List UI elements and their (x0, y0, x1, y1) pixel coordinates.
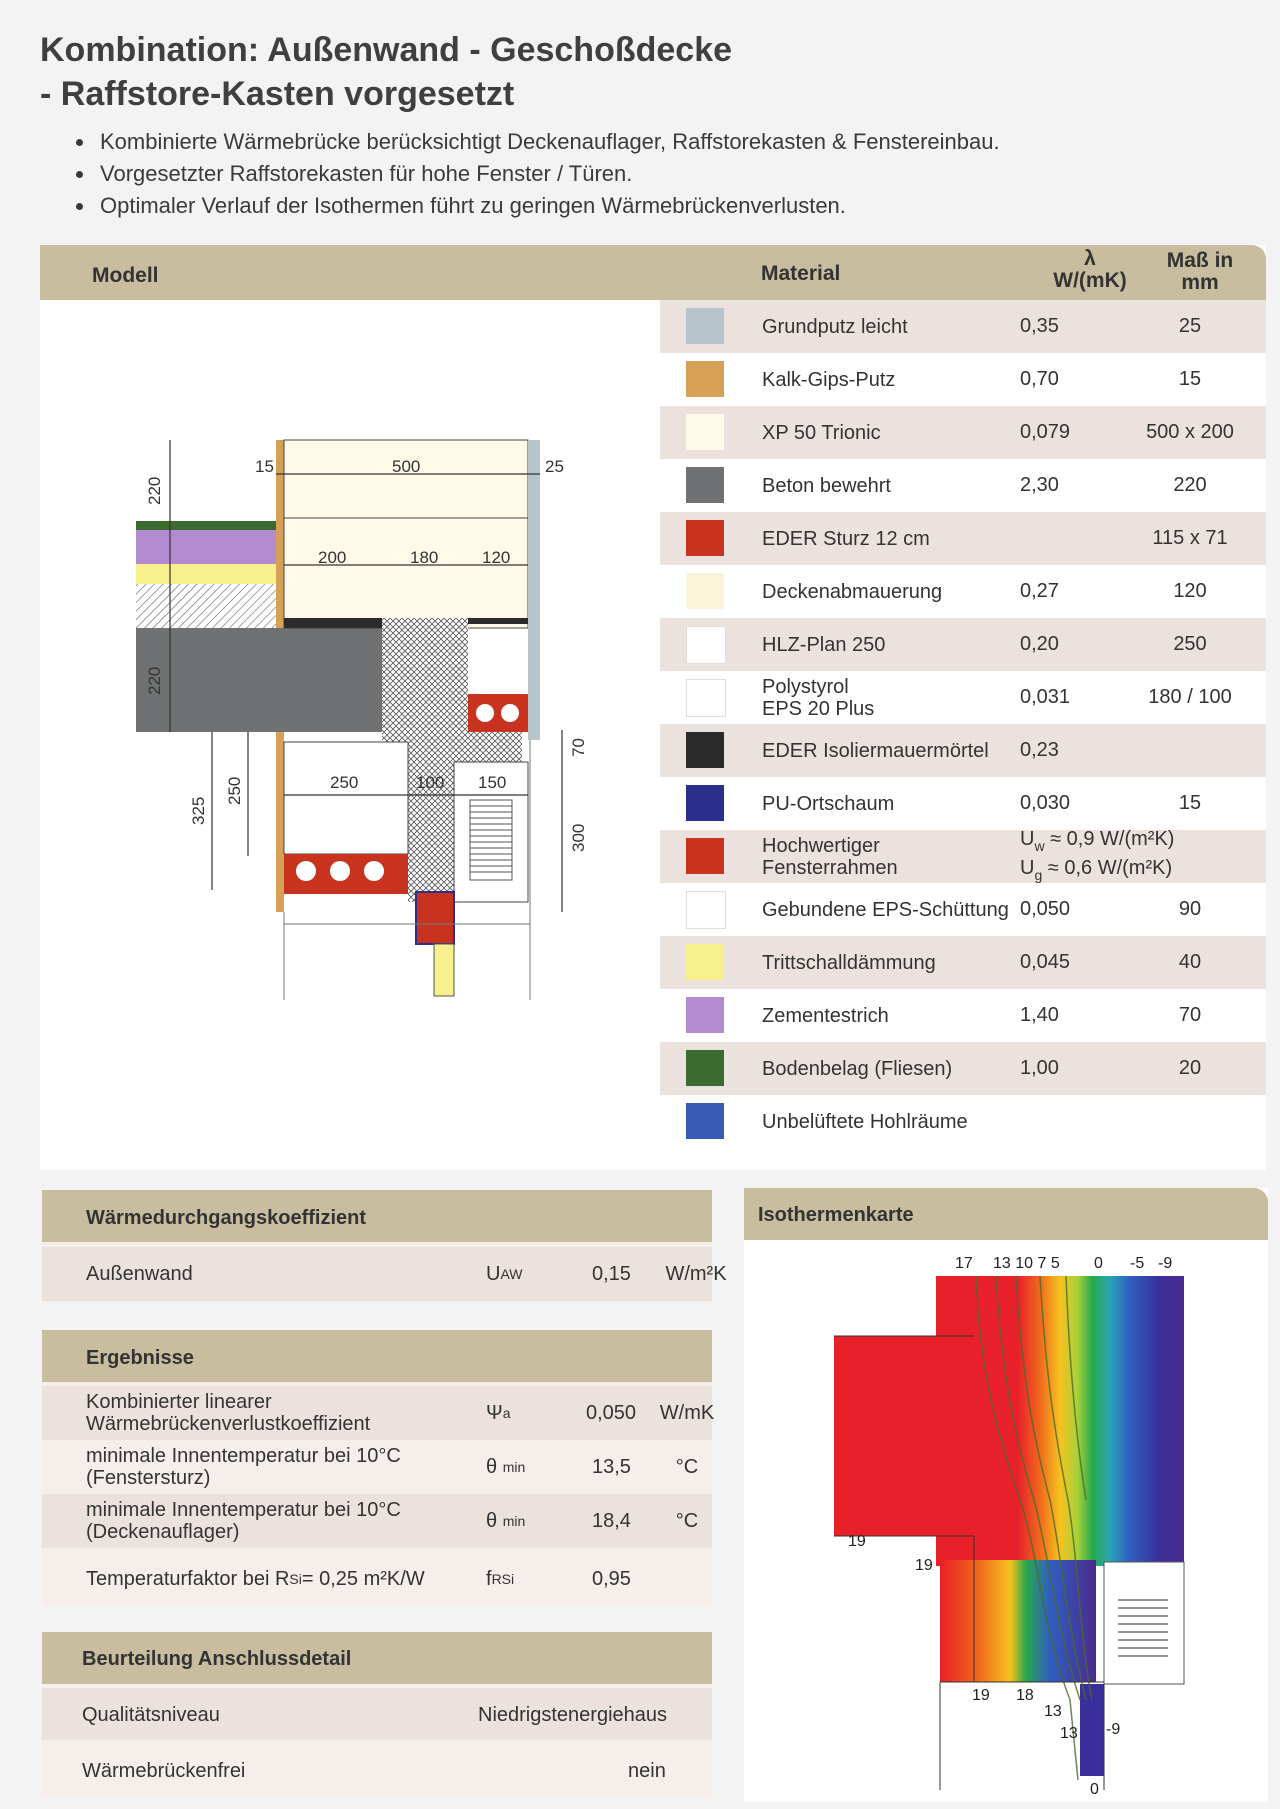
isotherm-label-minus9: -9 (1158, 1255, 1173, 1272)
material-swatch (686, 308, 724, 344)
result-row (42, 1386, 715, 1440)
model-header: Modell (92, 264, 159, 287)
material-row (660, 618, 1266, 671)
material-swatch (686, 679, 726, 717)
material-dimension: 115 x 71 (1152, 527, 1228, 549)
material-swatch (686, 944, 724, 980)
isotherm-side-label: 0 (1090, 1781, 1099, 1798)
uvalue-symbol: U AW (486, 1262, 523, 1285)
result-symbol: f RSi (486, 1567, 515, 1590)
material-lambda: 0,23 (1020, 739, 1059, 761)
dim-100: 100 (416, 773, 445, 792)
material-name: Gebundene EPS-Schüttung (762, 898, 1009, 921)
dim-325: 325 (189, 796, 208, 825)
material-row (660, 406, 1266, 459)
material-lambda: 0,27 (1020, 580, 1059, 602)
material-lambda: 0,050 (1020, 898, 1071, 920)
material-lambda: 1,00 (1020, 1057, 1059, 1079)
material-dimension: 250 (1173, 633, 1207, 655)
result-row (42, 1552, 712, 1606)
material-name: Hochwertiger Fensterrahmen (762, 834, 898, 879)
result-value: 0,050 (586, 1401, 637, 1424)
assessment-row (42, 1744, 712, 1796)
result-symbol: θ min (486, 1455, 526, 1478)
cement-screed (136, 530, 276, 564)
material-row (660, 300, 1266, 353)
assessment-label: Wärmebrückenfrei (82, 1760, 246, 1782)
material-dimension: 40 (1178, 951, 1202, 973)
dim-150: 150 (478, 773, 507, 792)
bullet-list (60, 126, 1000, 222)
material-swatch (686, 520, 724, 556)
floor-tiles (136, 521, 276, 530)
exterior-render (528, 440, 540, 740)
material-lambda: 0,030 (1020, 792, 1071, 814)
eps-fill (136, 584, 276, 628)
assessment-value: Niedrigstenergiehaus (478, 1703, 668, 1726)
dim-15: 15 (255, 457, 274, 476)
material-dimension (1130, 724, 1250, 777)
material-dimension (1130, 1095, 1250, 1148)
material-swatch (686, 573, 724, 609)
isotherm-lower (940, 1560, 1096, 1682)
result-value: 0,95 (592, 1567, 631, 1590)
material-row (660, 827, 1266, 883)
title-line-2: - Raffstore-Kasten vorgesetzt (40, 75, 515, 113)
uvalue-unit: W/m²K (665, 1262, 727, 1285)
material-lambda (1020, 512, 1120, 565)
dim-250-a: 250 (330, 773, 359, 792)
material-row (660, 989, 1266, 1042)
bullet-item: • Vorgesetzter Raffstorekasten für hohe Fenster / Türen. (96, 158, 1000, 190)
material-name: Grundputz leicht (762, 315, 908, 338)
material-swatch (686, 361, 724, 397)
material-swatch (686, 467, 724, 503)
mortar-line (284, 618, 382, 628)
material-swatch (686, 838, 724, 874)
material-swatch (686, 732, 724, 768)
material-name: Kalk-Gips-Putz (762, 368, 896, 391)
material-name: EDER Sturz 12 cm (762, 527, 930, 550)
interior-plaster-lower (276, 732, 284, 912)
material-lambda: 0,031 (1020, 686, 1071, 708)
result-row (42, 1440, 712, 1494)
impact-insulation (136, 564, 276, 584)
material-lambda: 0,20 (1020, 633, 1059, 655)
material-swatch (686, 1050, 724, 1086)
isotherm-map (744, 1240, 1268, 1800)
material-swatch (686, 785, 724, 821)
isotherm-header: Isothermenkarte (758, 1204, 914, 1226)
material-lambda: 2,30 (1020, 474, 1059, 496)
assessment-row (42, 1688, 712, 1740)
result-row (42, 1494, 712, 1548)
result-unit: °C (675, 1455, 699, 1478)
material-lambda: 0,35 (1020, 315, 1059, 337)
material-header: Material (761, 262, 841, 285)
dim-25: 25 (545, 457, 564, 476)
material-swatch (686, 891, 726, 929)
material-name: Beton bewehrt (762, 474, 891, 497)
dimension-header-line-1: Maß in (1166, 249, 1234, 272)
material-dimension: 180 / 100 (1148, 686, 1232, 708)
dim-220-a: 220 (145, 476, 164, 505)
dim-250-b: 250 (225, 776, 244, 805)
material-swatch (686, 997, 724, 1033)
window-glass (434, 944, 454, 996)
result-symbol: Ψ a (486, 1401, 511, 1424)
dim-70: 70 (569, 738, 588, 757)
material-row (660, 777, 1266, 830)
material-row (660, 1042, 1266, 1095)
material-row (660, 512, 1266, 565)
assessment-header: Beurteilung Anschlussdetail (82, 1648, 352, 1670)
wall-brick-lower (284, 742, 408, 854)
material-name: PU-Ortschaum (762, 792, 895, 815)
material-name: Trittschalldämmung (762, 951, 936, 974)
result-symbol: θ min (486, 1509, 526, 1532)
material-swatch (686, 414, 724, 450)
material-name: Deckenabmauerung (762, 580, 943, 603)
result-label: Kombinierter linearer Wärmebrückenverlustkoeffizient (86, 1391, 371, 1435)
material-dimension: 25 (1178, 315, 1202, 337)
material-row (660, 459, 1266, 512)
material-lambda (1020, 1095, 1120, 1148)
isotherm-side-label: 13 (1060, 1725, 1078, 1742)
result-unit: °C (675, 1509, 699, 1532)
material-dimension: 15 (1178, 792, 1202, 814)
dim-220-b: 220 (145, 666, 164, 695)
material-lambda: 0,045 (1020, 951, 1071, 973)
material-lambda: 0,70 (1020, 368, 1059, 390)
isotherm-blind-box (1104, 1562, 1184, 1684)
uvalue-value: 0,15 (592, 1262, 631, 1285)
result-value: 18,4 (592, 1509, 631, 1532)
dim-120: 120 (482, 548, 511, 567)
isotherm-slab (834, 1336, 974, 1536)
uvalue-row (42, 1247, 727, 1301)
result-value: 13,5 (592, 1455, 631, 1478)
bullet-item: • Kombinierte Wärmebrücke berücksichtigt Deckenauflager, Raffstorekasten & Fenstereinbau. (96, 126, 1000, 158)
isotherm-side-label: 19 (915, 1557, 933, 1574)
material-name: HLZ-Plan 250 (762, 633, 886, 656)
material-dimension: 20 (1178, 1057, 1202, 1079)
result-label: minimale Innentemperatur bei 10°C (Deckenauflager) (86, 1499, 401, 1543)
isotherm-side-label: 19 (972, 1687, 990, 1704)
dim-180: 180 (410, 548, 439, 567)
material-dimension: 220 (1173, 474, 1207, 496)
isotherm-side-label: -9 (1106, 1721, 1121, 1738)
material-dimension: 120 (1173, 580, 1207, 602)
dimension-header (1150, 250, 1250, 294)
material-lambda: 1,40 (1020, 1004, 1059, 1026)
isotherm-side-label: 19 (848, 1533, 866, 1550)
isotherm-label-17: 17 (955, 1255, 973, 1272)
result-unit: W/mK (659, 1401, 715, 1424)
material-dimension: 15 (1178, 368, 1202, 390)
isotherm-label-13-10-7-5: 13 10 7 5 (993, 1255, 1060, 1272)
uvalue-label: Außenwand (86, 1263, 193, 1285)
material-dimension: 500 x 200 (1146, 421, 1234, 443)
title-line-1: Kombination: Außenwand - Geschoßdecke (40, 31, 733, 69)
material-row (660, 724, 1266, 777)
material-row (660, 353, 1266, 406)
lambda-symbol: λ (1084, 247, 1096, 270)
material-name: Polystyrol EPS 20 Plus (762, 675, 875, 720)
dim-200: 200 (318, 548, 347, 567)
isotherm-side-label: 18 (1016, 1687, 1034, 1704)
material-row (660, 1095, 1266, 1148)
dim-500: 500 (392, 457, 421, 476)
material-name: Zementestrich (762, 1004, 889, 1027)
isotherm-label-0: 0 (1094, 1255, 1103, 1272)
material-row (660, 883, 1266, 936)
material-dimension: 70 (1178, 1004, 1202, 1026)
lambda-header (1040, 248, 1140, 292)
material-dimension: 90 (1178, 898, 1202, 920)
material-name: EDER Isoliermauermörtel (762, 739, 989, 762)
material-name: XP 50 Trionic (762, 421, 881, 444)
dimension-header-line-2: mm (1181, 271, 1219, 294)
material-name: Bodenbelag (Fliesen) (762, 1057, 953, 1080)
result-label: minimale Innentemperatur bei 10°C (Fenstersturz) (86, 1445, 401, 1489)
window-frame (416, 892, 454, 944)
material-lambda: 0,079 (1020, 421, 1071, 443)
bullet-item: • Optimaler Verlauf der Isothermen führt zu geringen Wärmebrückenverlusten. (96, 190, 1000, 222)
material-row (660, 936, 1266, 989)
polystyrene-block (382, 618, 468, 730)
concrete-slab (136, 628, 382, 732)
results-header: Ergebnisse (86, 1347, 194, 1369)
page-title (40, 28, 732, 116)
material-swatch (686, 626, 726, 664)
dim-300: 300 (569, 823, 588, 852)
blind-slats (470, 800, 512, 880)
mortar-line-2 (468, 618, 528, 624)
material-row (660, 671, 1266, 724)
assessment-label: Qualitätsniveau (82, 1704, 220, 1726)
result-label: Temperaturfaktor bei R Si = 0,25 m²K/W (86, 1568, 425, 1590)
material-name: Unbelüftete Hohlräume (762, 1110, 968, 1133)
lambda-unit: W/(mK) (1053, 269, 1127, 292)
isotherm-label-minus5: -5 (1130, 1255, 1145, 1272)
interior-plaster (276, 440, 284, 628)
isotherm-side-label: 13 (1044, 1703, 1062, 1720)
frame-u-values: $U_w \approx 0,9$ W/(m²K) $U_g \approx 0,6$ W/(m²K) (1020, 827, 1175, 883)
material-row (660, 565, 1266, 618)
uvalue-header: Wärmedurchgangskoeffizient (86, 1207, 367, 1229)
material-swatch (686, 1103, 724, 1139)
assessment-value: nein (628, 1759, 666, 1782)
model-drawing (40, 300, 660, 1170)
